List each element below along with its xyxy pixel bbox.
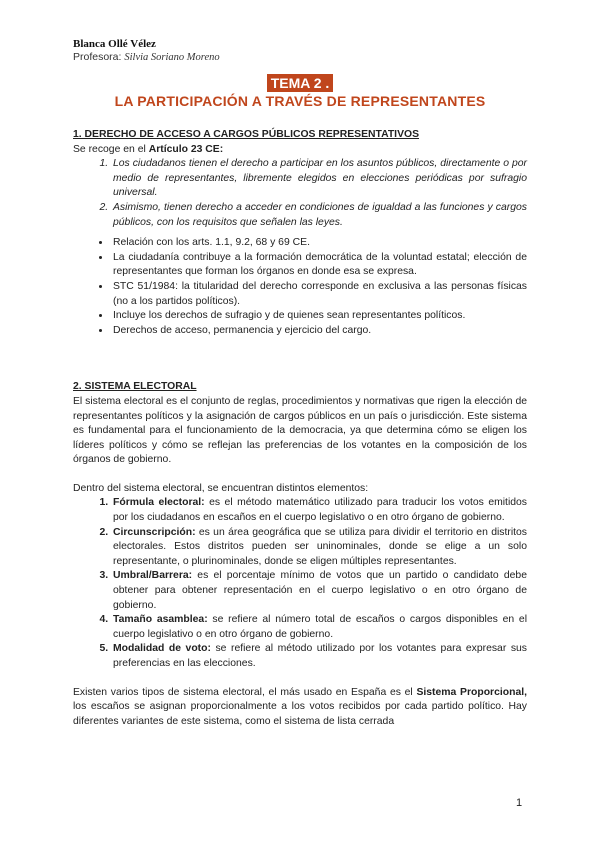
author-name: Blanca Ollé Vélez [73, 38, 156, 50]
element-term: Circunscripción: [113, 526, 196, 538]
tema-label: TEMA 2 . [267, 74, 334, 92]
element-desc: es un área geográfica que se utiliza para dividir el territorio en distritos electorales. Estos distritos pueden ser uninominales, donde se elige a un solo representante, o plurinominales, donde se eligen múltiples representantes. [113, 526, 527, 567]
intro-bold: Artículo 23 CE: [148, 143, 224, 155]
list-item: 2. Asimismo, tienen derecho a acceder en condiciones de igualdad a las funciones y cargos públicos, con los requisitos que señalen las leyes. [111, 201, 527, 230]
element-term: Tamaño asamblea: [113, 614, 208, 626]
section1-intro [73, 143, 527, 158]
element-desc: es el método matemático utilizado para traducir los votos emitidos por los ciudadanos en escaños en el cuerpo legislativo o en otro órgano de gobierno. [113, 497, 528, 524]
section1-heading: 1. DERECHO DE ACCESO A CARGOS PÚBLICOS REPRESENTATIVOS [73, 129, 420, 140]
list-item [111, 526, 527, 570]
list-item: • STC 51/1984: la titularidad del derecho corresponde en exclusiva a las personas físicas (no a los partidos políticos). [111, 280, 527, 309]
list-item [111, 642, 527, 671]
document-content [73, 128, 527, 729]
list-item [111, 569, 527, 613]
list-item [111, 496, 527, 525]
element-term: Modalidad de voto: [113, 643, 211, 655]
section2-para1: El sistema electoral es el conjunto de reglas, procedimientos y normativas que rigen la elección de representantes políticos y la asignación de cargos públicos en un país o jurisdicción. Este sistema es fundamental para el funcionamiento de la democracia, ya que determina cómo se eligen los líderes políticos y cómo se reflejan las preferencias de los votantes en la composición de los órganos de gobierno. [73, 395, 527, 466]
element-term: Umbral/Barrera: [113, 570, 193, 582]
para3-end: los escaños se asignan proporcionalmente a los votos recibidos por cada partido político. Hay diferentes variantes de este sistema, como el sistema de lista cerrada [73, 701, 527, 727]
tema-header [0, 74, 600, 93]
element-desc: se refiere al método utilizado por los votantes para expresar sus preferencias en las elecciones. [113, 643, 527, 669]
element-term: Fórmula electoral: [113, 497, 205, 509]
para3-bold: Sistema Proporcional, [416, 686, 527, 698]
list-item: • La ciudadanía contribuye a la formación democrática de la voluntad estatal; elección de representantes que forman los órganos en donde esa se expresa. [111, 251, 527, 280]
articulo-list [73, 157, 527, 230]
list-item: 1. Los ciudadanos tienen el derecho a participar en los asuntos públicos, directamente o por medio de representantes, libremente elegidos en elecciones periódicas por sufragio universal. [111, 157, 527, 201]
professor-line [73, 51, 220, 63]
section2-heading: 2. SISTEMA ELECTORAL [73, 381, 197, 393]
list-item: • Derechos de acceso, permanencia y ejercicio del cargo. [111, 324, 527, 339]
para3-start: Existen varios tipos de sistema electoral, el más usado en España es el [73, 686, 417, 698]
list-item [111, 613, 527, 642]
list-item: • Incluye los derechos de sufragio y de quienes sean representantes políticos. [111, 309, 527, 324]
page-number: 1 [516, 797, 523, 809]
section2-para2: Dentro del sistema electoral, se encuentran distintos elementos: [73, 482, 369, 494]
section2-para3 [73, 686, 527, 730]
professor-label: Profesora: [73, 51, 122, 63]
intro-prefix: Se recoge en el [73, 143, 149, 155]
professor-name: Silvia Soriano Moreno [124, 52, 220, 63]
main-title: LA PARTICIPACIÓN A TRAVÉS DE REPRESENTANTES [114, 93, 486, 109]
elementos-list [73, 496, 527, 671]
list-item: • Relación con los arts. 1.1, 9.2, 68 y 69 CE. [111, 236, 527, 251]
element-desc: es el porcentaje mínimo de votos que un partido o candidato debe obtener para obtener representación en el cuerpo legislativo o en otro órgano de gobierno. [113, 570, 527, 611]
section1-bullets [73, 236, 527, 338]
element-desc: se refiere al número total de escaños o cargos disponibles en el cuerpo legislativo o en otro órgano de gobierno. [113, 614, 527, 640]
